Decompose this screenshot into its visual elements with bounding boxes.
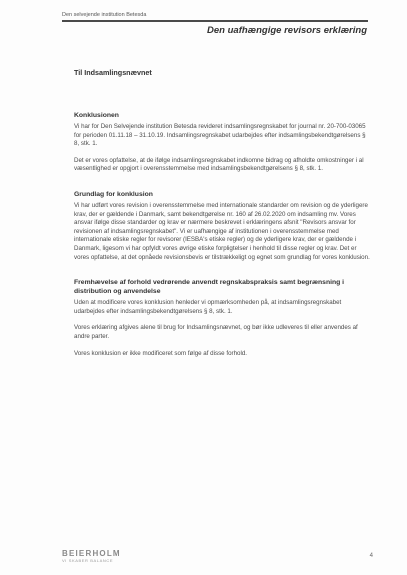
header-rule — [62, 20, 368, 22]
section-title: Konklusionen — [74, 112, 119, 119]
header-organization: Den selvejende institution Betesda — [62, 12, 147, 18]
section-konklusionen — [74, 111, 370, 174]
section-paragraph: Uden at modificere vores konklusion henleder vi opmærksomheden på, at indsamlingsregnskabet udarbejdes efter indsamlingsbekendtgørelsens § 8, stk. 1. — [74, 299, 342, 315]
section-title: Grundlag for konklusion — [74, 190, 153, 198]
section-paragraph: Vores erklæring afgives alene til brug for Indsamlingsnævnet, og bør ikke udleveres til eller anvendes af andre parter. — [74, 324, 358, 340]
spacer — [74, 182, 370, 190]
page-title: Den uafhængige revisors erklæring — [207, 25, 367, 36]
section-paragraph: Vi har for Den Selvejende institution Betesda revideret indsamlingsregnskabet for journal nr. 20-700-03065 for perioden 01.11.18 – 31.10.19. Indsamlingsregnskabet udarbejdes efter indsamlingsbekendtgørelsens § 8, stk. 1. — [74, 123, 366, 148]
section-paragraph: Det er vores opfattelse, at de ifølge indsamlingsregnskabet indkomne bidrag og afholdte omkostninger i al væsentlighed er opgjort i overensstemmelse med indsamlingsbekendtgørelsens § 8, stk. 1. — [74, 156, 364, 173]
beierholm-logo: BEIERHOLM — [62, 549, 121, 558]
document-body — [74, 68, 370, 366]
section-paragraph: Vores konklusion er ikke modificeret som følge af disse forhold. — [74, 349, 247, 357]
spacer — [74, 270, 370, 278]
section-paragraph: Vi har udført vores revision i overensstemmelse med internationale standarder om revision og de yderligere krav, der er gældende i Danmark, samt bekendtgørelse nr. 160 af 26.02.2020 om indsamling mv. Vores ansvar ifølge disse standarder og krav er nærmere beskrevet i erklæringens afsnit "Revisors ansvar for revisionen af indsamlingsregnskabet". Vi er uafhængige af institutionen i overensstemmelse med internationale etiske regler for revisorer (IESBA's etiske regler) og de yderligere krav, der er gældende i Danmark, ligesom vi har opfyldt vores øvrige etiske forpligtelser i henhold til disse regler og krav. Det er vores opfattelse, at det opnåede revisionsbevis er tilstrækkeligt og egnet som grundlag for vores konklusion. — [74, 201, 370, 261]
page-number: 4 — [369, 553, 373, 559]
section-fremhaevelse — [74, 278, 370, 358]
section-grundlag — [74, 190, 370, 262]
logo-tagline: VI SKABER BALANCE — [62, 558, 114, 563]
recipient-line: Til Indsamlingsnævnet — [74, 68, 152, 77]
section-title: Fremhævelse af forhold vedrørende anvendt regnskabspraksis samt begrænsning i distribution og anvendelse — [74, 279, 345, 296]
